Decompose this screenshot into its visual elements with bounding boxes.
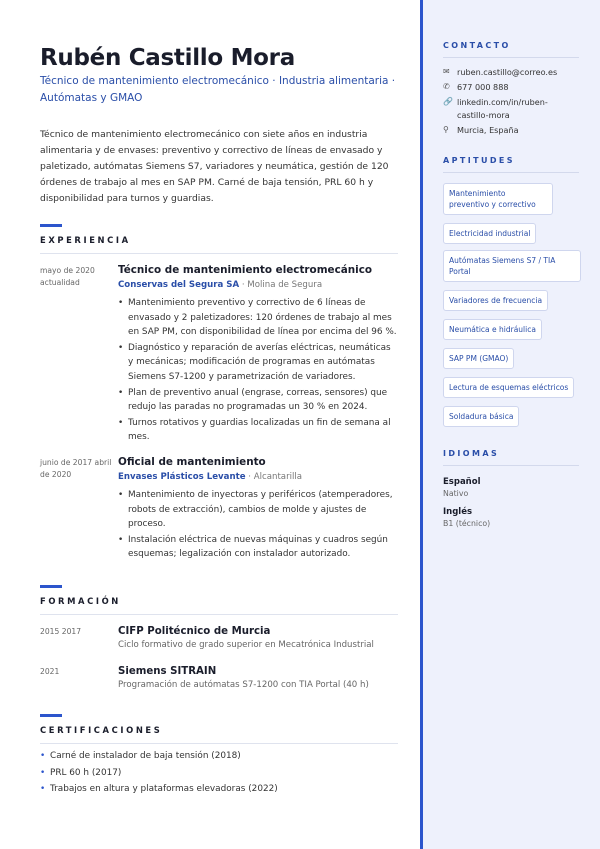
skill-chip: Variadores de frecuencia: [443, 290, 548, 311]
education-date: 2021: [40, 666, 60, 676]
job-company: Conservas del Segura SA: [118, 280, 240, 290]
contact-text: linkedin.com/in/ruben-castillo-mora: [457, 97, 548, 120]
sidebar-divider: [443, 172, 579, 173]
certification-item: • PRL 60 h (2017): [40, 765, 398, 782]
job-title: Técnico de mantenimiento electromecánico: [118, 264, 373, 276]
job-company-line: [118, 470, 398, 484]
skill-chip: Soldadura básica: [443, 406, 519, 427]
education-entry: [40, 665, 398, 692]
contact-title: CONTACTO: [443, 41, 511, 50]
sidebar: [420, 0, 600, 849]
languages-list: [443, 476, 584, 530]
phone-icon: ✆: [443, 82, 450, 91]
job-bullet: • Turnos rotativos y guardias localizadas un fin de semana al mes.: [118, 416, 398, 445]
section-divider: [40, 614, 398, 615]
certifications-list: [40, 748, 398, 798]
job-bullet: • Mantenimiento de inyectoras y periféricos (atemperadores, robots de extracción), cambios de molde y ajustes de proceso.: [118, 488, 398, 532]
headline: Técnico de mantenimiento electromecánico · Industria alimentaria · Autómatas y GMAO: [40, 75, 396, 104]
skills-list: [443, 183, 584, 433]
contact-location: [443, 124, 584, 137]
education-subtitle: Ciclo formativo de grado superior en Mecatrónica Industrial: [118, 639, 374, 650]
section-divider: [40, 253, 398, 254]
candidate-name: Rubén Castillo Mora: [40, 45, 295, 71]
education-date: 2015 2017: [40, 626, 82, 636]
job-date: junio de 2017 abril de 2020: [40, 457, 112, 479]
experience-section: [40, 224, 398, 563]
contact-list: [443, 66, 584, 136]
skill-chip: Mantenimiento preventivo y correctivo: [443, 183, 553, 215]
job-bullet: • Plan de preventivo anual (engrase, correas, sensores) que redujo las paradas no programadas un 30 % en 2024.: [118, 386, 398, 415]
section-title: FORMACIÓN: [40, 595, 121, 606]
job-bullet: • Diagnóstico y reparación de averías eléctricas, neumáticas y mecánicas; modificación de programas en autómatas Siemens S7-1200 y parametrización de variadores.: [118, 341, 398, 385]
education-title: CIFP Politécnico de Murcia: [118, 625, 271, 637]
education-subtitle: Programación de autómatas S7-1200 con TIA Portal (40 h): [118, 679, 369, 690]
summary: Técnico de mantenimiento electromecánico con siete años en industria alimentaria y de envases: preventivo y correctivo de líneas de envasado y paletizado, autómatas Siemens S7, variadores y neumática, gestión de 120 órdenes de trabajo al mes en SAP PM. Carné de baja tensión, PRL 60 h y disponibilidad para turnos y guardias.: [40, 129, 389, 204]
job-location: Molina de Segura: [247, 280, 323, 290]
skill-chip: Neumática e hidráulica: [443, 319, 542, 340]
contact-linkedin[interactable]: [443, 96, 584, 121]
contact-text: 677 000 888: [457, 82, 509, 92]
separator: ·: [241, 280, 245, 290]
job-company: Envases Plásticos Levante: [118, 471, 246, 482]
job-date: mayo de 2020 actualidad: [40, 266, 95, 287]
contact-text: ruben.castillo@correo.es: [457, 67, 558, 77]
section-title: EXPERIENCIA: [40, 235, 131, 245]
skill-chip: Lectura de esquemas eléctricos: [443, 377, 574, 398]
section-accent-bar: [40, 714, 62, 717]
job-title: Oficial de mantenimiento: [118, 455, 266, 468]
skills-title: APTITUDES: [443, 156, 515, 165]
contact-text: Murcia, España: [457, 124, 519, 135]
skill-chip: Electricidad industrial: [443, 223, 536, 244]
education-title: Siemens SITRAIN: [118, 665, 217, 677]
contact-email[interactable]: [443, 66, 584, 79]
job-location: Alcantarilla: [253, 471, 303, 482]
contact-phone[interactable]: [443, 81, 584, 94]
email-icon: ✉: [443, 67, 450, 76]
language-level: B1 (técnico): [443, 519, 491, 528]
languages-title: IDIOMAS: [443, 449, 500, 458]
language-name: Inglés: [443, 507, 473, 517]
sidebar-divider: [443, 57, 579, 58]
location-icon: ⚲: [443, 124, 449, 134]
certification-item: • Trabajos en altura y plataformas elevadoras (2022): [40, 781, 398, 798]
sidebar-divider: [443, 465, 579, 466]
job-entry: [40, 456, 398, 563]
job-bullets: [118, 296, 398, 445]
job-entry: [40, 264, 398, 446]
skill-chip: SAP PM (GMAO): [443, 348, 514, 369]
language-level: Nativo: [443, 489, 469, 498]
certifications-section: [40, 714, 398, 798]
education-entry: [40, 625, 398, 652]
section-divider: [40, 743, 398, 744]
job-bullet: • Mantenimiento preventivo y correctivo de 6 líneas de envasado y 2 paletizadores: 120 órdenes de trabajo al mes en SAP PM, con disponibilidad de línea por encima del 96 %.: [118, 296, 398, 340]
job-bullets: [118, 488, 398, 562]
separator: ·: [248, 471, 251, 482]
section-title: CERTIFICACIONES: [40, 724, 163, 735]
link-icon: 🔗: [443, 97, 453, 106]
section-accent-bar: [40, 585, 62, 588]
certification-item: • Carné de instalador de baja tensión (2018): [40, 748, 398, 765]
skill-chip: Autómatas Siemens S7 / TIA Portal: [443, 250, 581, 282]
language-name: Español: [443, 477, 481, 487]
section-accent-bar: [40, 224, 62, 227]
education-section: [40, 585, 398, 692]
job-company-line: [118, 278, 398, 292]
job-bullet: • Instalación eléctrica de nuevas máquinas y cuadros según esquemas; legalización con instalador autorizado.: [118, 533, 398, 562]
